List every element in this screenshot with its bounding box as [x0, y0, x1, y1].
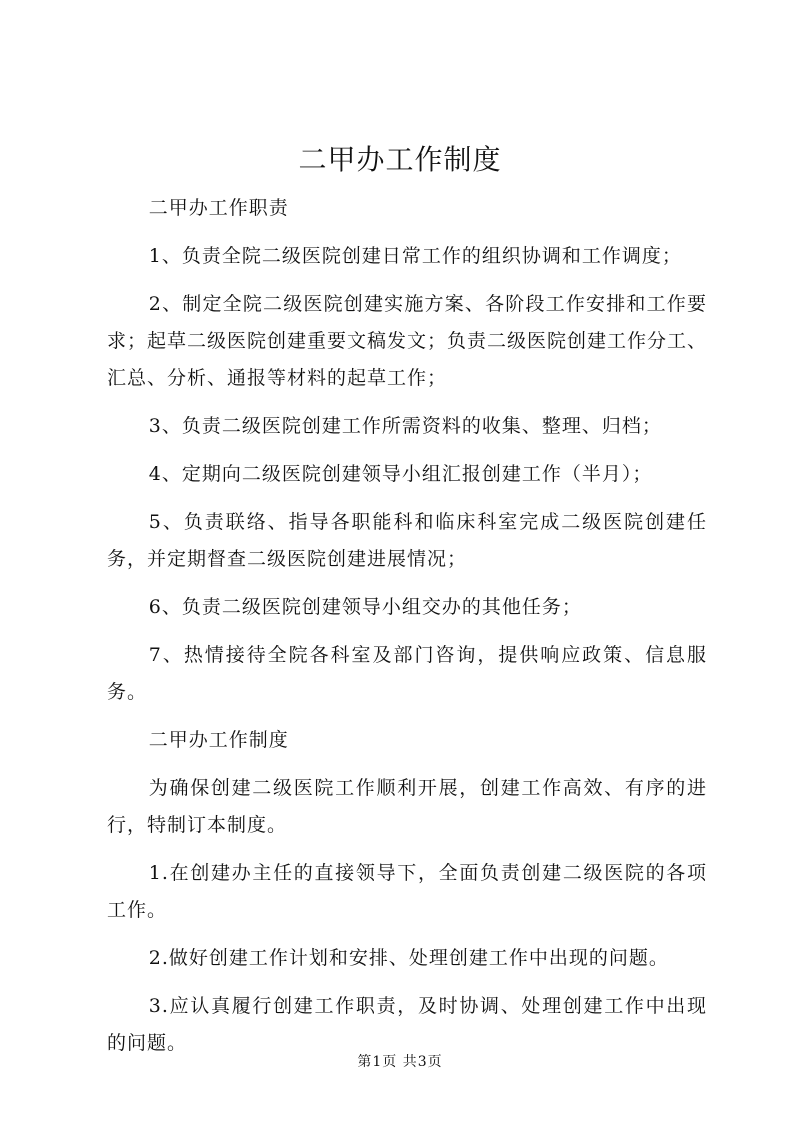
duty-item-1: 1、负责全院二级医院创建日常工作的组织协调和工作调度；: [148, 245, 682, 267]
rules-intro: 为确保创建二级医院工作顺利开展，创建工作高效、有序的进行，特制订本制度。: [107, 777, 707, 836]
page-number: 第1页 共3页: [357, 1054, 443, 1070]
duty-item-4: 4、定期向二级医院创建领导小组汇报创建工作（半月）；: [148, 463, 653, 485]
document-body: [107, 190, 707, 1073]
rule-item-3: 3.应认真履行创建工作职责，及时协调、处理创建工作中出现的问题。: [107, 995, 707, 1054]
duty-item-5: 5、负责联络、指导各职能科和临床科室完成二级医院创建任务，并定期督查二级医院创建进展情况；: [107, 511, 707, 570]
duty-item-7: 7、热情接待全院各科室及部门咨询，提供响应政策、信息服务。: [107, 644, 707, 703]
duty-item-3: 3、负责二级医院创建工作所需资料的收集、整理、归档；: [148, 415, 662, 437]
section-heading-duties: 二甲办工作职责: [148, 197, 289, 219]
section-heading-rules: 二甲办工作制度: [148, 729, 289, 751]
duty-item-2: 2、制定全院二级医院创建实施方案、各阶段工作安排和工作要求；起草二级医院创建重要文稿发文；负责二级医院创建工作分工、汇总、分析、通报等材料的起草工作；: [107, 293, 708, 389]
page-title: 二甲办工作制度: [298, 143, 502, 176]
duty-item-6: 6、负责二级医院创建领导小组交办的其他任务；: [148, 596, 582, 618]
rule-item-1: 1.在创建办主任的直接领导下，全面负责创建二级医院的各项工作。: [107, 862, 707, 921]
rule-item-2: 2.做好创建工作计划和安排、处理创建工作中出现的问题。: [148, 947, 669, 969]
